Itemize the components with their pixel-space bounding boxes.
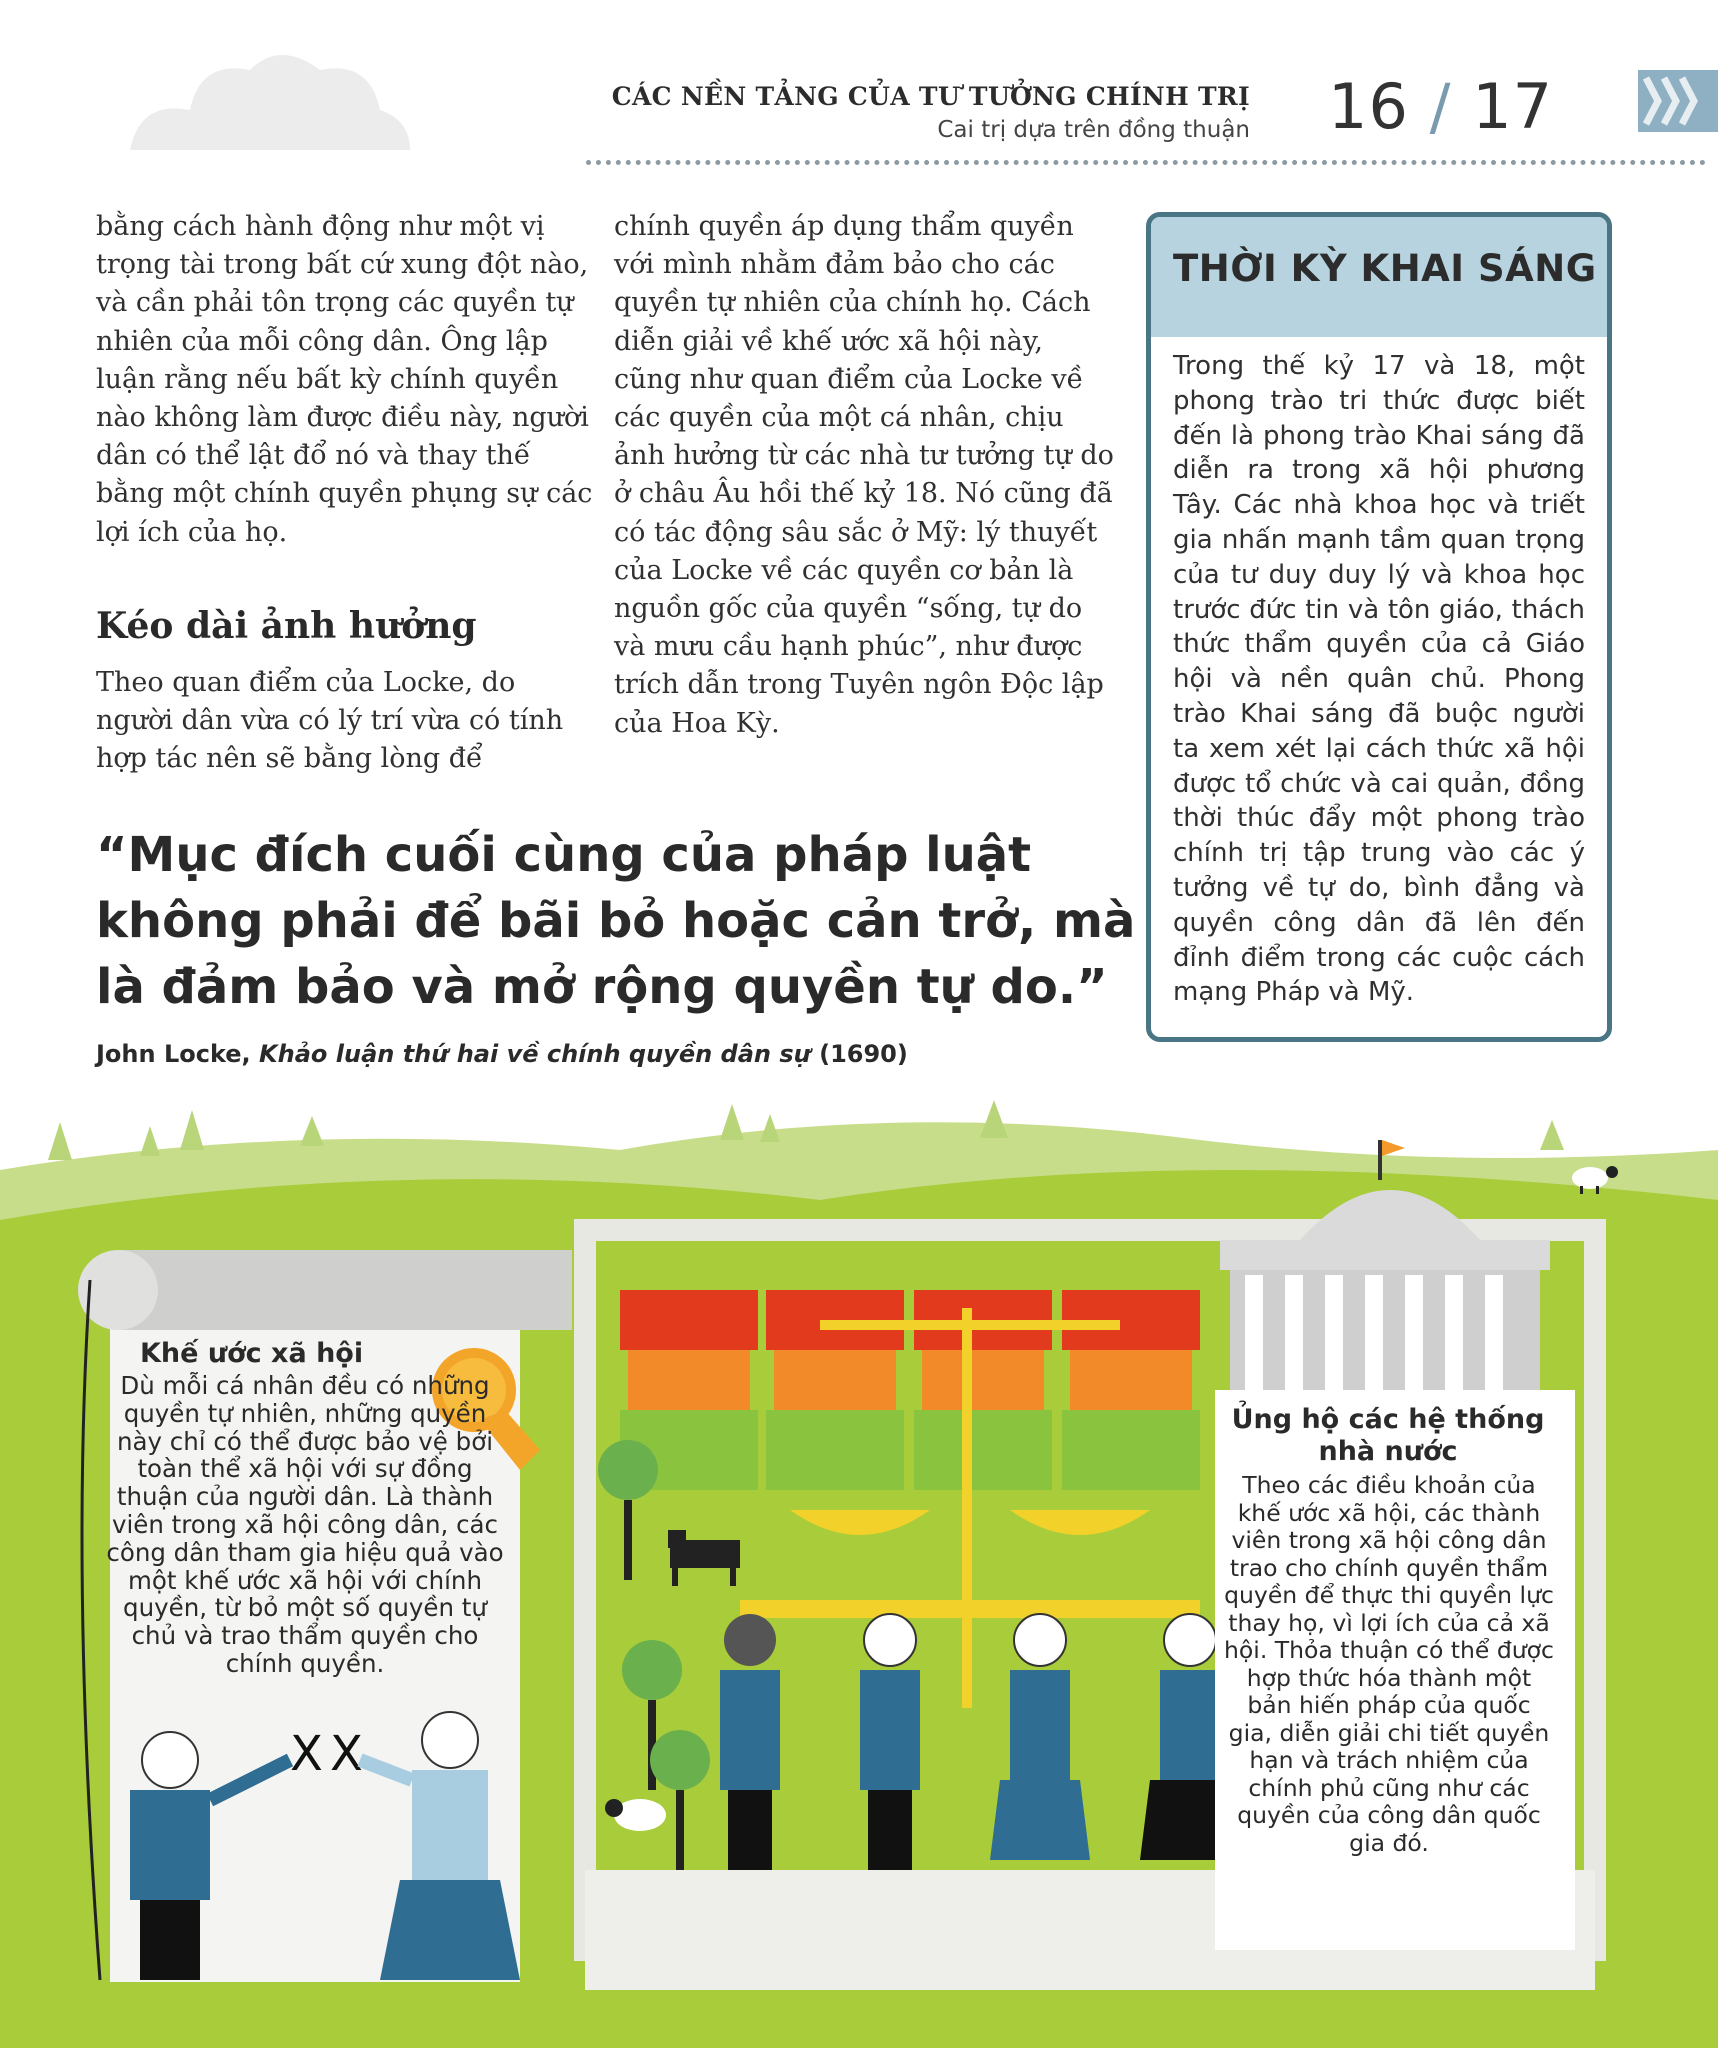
page-left: 16 xyxy=(1328,70,1409,143)
sidebar-box xyxy=(1146,212,1612,1042)
section-title: CÁC NỀN TẢNG CỦA TƯ TƯỞNG CHÍNH TRỊ xyxy=(611,82,1250,111)
quote-year: (1690) xyxy=(819,1040,908,1068)
page-numbers xyxy=(1328,70,1553,143)
section-subtitle: Cai trị dựa trên đồng thuận xyxy=(937,117,1250,143)
pull-quote: “Mục đích cuối cùng của pháp luật không phải để bãi bỏ hoặc cản trở, mà là đảm bảo và mở rộng quyền tự do.” xyxy=(96,827,1136,1015)
quote-citation xyxy=(96,1040,908,1068)
state-text: Theo các điều khoản của khế ước xã hội, các thành viên trong xã hội công dân trao cho chính quyền thẩm quyền để thực thi quyền lực thay họ, vì lợi ích của cả xã hội. Thỏa thuận có thể được hợp thức hóa thành một bản hiến pháp của quốc gia, diễn giải chi tiết quyền hạn và trách nhiệm của chính phủ cũng như các quyền của công dân quốc gia đó. xyxy=(1224,1471,1554,1857)
header-divider xyxy=(586,160,1706,165)
column1-paragraph: bằng cách hành động như một vị trọng tài trong bất cứ xung đột nào, và cần phải tôn trọng các quyền tự nhiên của mỗi công dân. Ông lập luận rằng nếu bất kỳ chính quyền nào không làm được điều này, người dân có thể lật đổ nó và thay thế bằng một chính quyền phụng sự các lợi ích của họ. xyxy=(96,211,593,548)
page-separator: / xyxy=(1429,70,1452,143)
svg-text:X: X xyxy=(290,1726,323,1782)
contract-title: Khế ước xã hội xyxy=(140,1338,364,1369)
flag-icon xyxy=(1382,1140,1405,1156)
quote-author: John Locke, xyxy=(96,1040,251,1068)
column2-paragraph: chính quyền áp dụng thẩm quyền với mình nhằm đảm bảo cho các quyền tự nhiên của chính họ. Cách diễn giải về khế ước xã hội này, cũng như quan điểm của Locke về các quyền của một cá nhân, chịu ảnh hưởng từ các nhà tư tưởng tự do ở châu Âu hồi thế kỷ 18. Nó cũng đã có tác động sâu sắc ở Mỹ: lý thuyết của Locke về các quyền cơ bản là nguồn gốc của quyền “sống, tự do và mưu cầu hạnh phúc”, như được trích dẫn trong Tuyên ngôn Độc lập của Hoa Kỳ. xyxy=(614,211,1114,739)
subheading: Kéo dài ảnh hưởng xyxy=(96,605,477,647)
chevron-icon xyxy=(1638,70,1718,132)
sidebar-title: THỜI KỲ KHAI SÁNG xyxy=(1173,247,1597,290)
cloud-icon xyxy=(130,40,410,150)
sidebar-body: Trong thế kỷ 17 và 18, một phong trào tri thức được biết đến là phong trào Khai sáng đã diễn ra trong xã hội phương Tây. Các nhà khoa học và triết gia nhấn mạnh tầm quan trọng của tư duy duy lý và khoa học trước đức tin và tôn giáo, thách thức thẩm quyền của cả Giáo hội và nền quân chủ. Phong trào Khai sáng đã buộc người ta xem xét lại cách thức xã hội được tổ chức và cai quản, đồng thời thúc đẩy một phong trào chính trị tập trung vào các ý tưởng về tự do, bình đẳng và quyền công dân đã lên đến đỉnh điểm trong các cuộc cách mạng Pháp và Mỹ. xyxy=(1173,351,1585,1008)
contract-text: Dù mỗi cá nhân đều có những quyền tự nhiên, những quyền này chỉ có thể được bảo vệ bởi toàn thể xã hội với sự đồng thuận của người dân. Là thành viên trong xã hội công dân, các công dân tham gia hiệu quả vào một khế ước xã hội với chính quyền, từ bỏ một số quyền tự chủ và trao thẩm quyền cho chính quyền. xyxy=(106,1371,504,1678)
quote-work: Khảo luận thứ hai về chính quyền dân sự xyxy=(259,1040,811,1068)
page-right: 17 xyxy=(1472,70,1554,143)
svg-text:X: X xyxy=(330,1726,363,1782)
sidebar-header xyxy=(1151,217,1607,337)
state-title: Ủng hộ các hệ thống nhà nước xyxy=(1231,1404,1545,1467)
column1-paragraph2: Theo quan điểm của Locke, do người dân vừa có lý trí vừa có tính hợp tác nên sẽ bằng lòng để xyxy=(96,667,564,775)
